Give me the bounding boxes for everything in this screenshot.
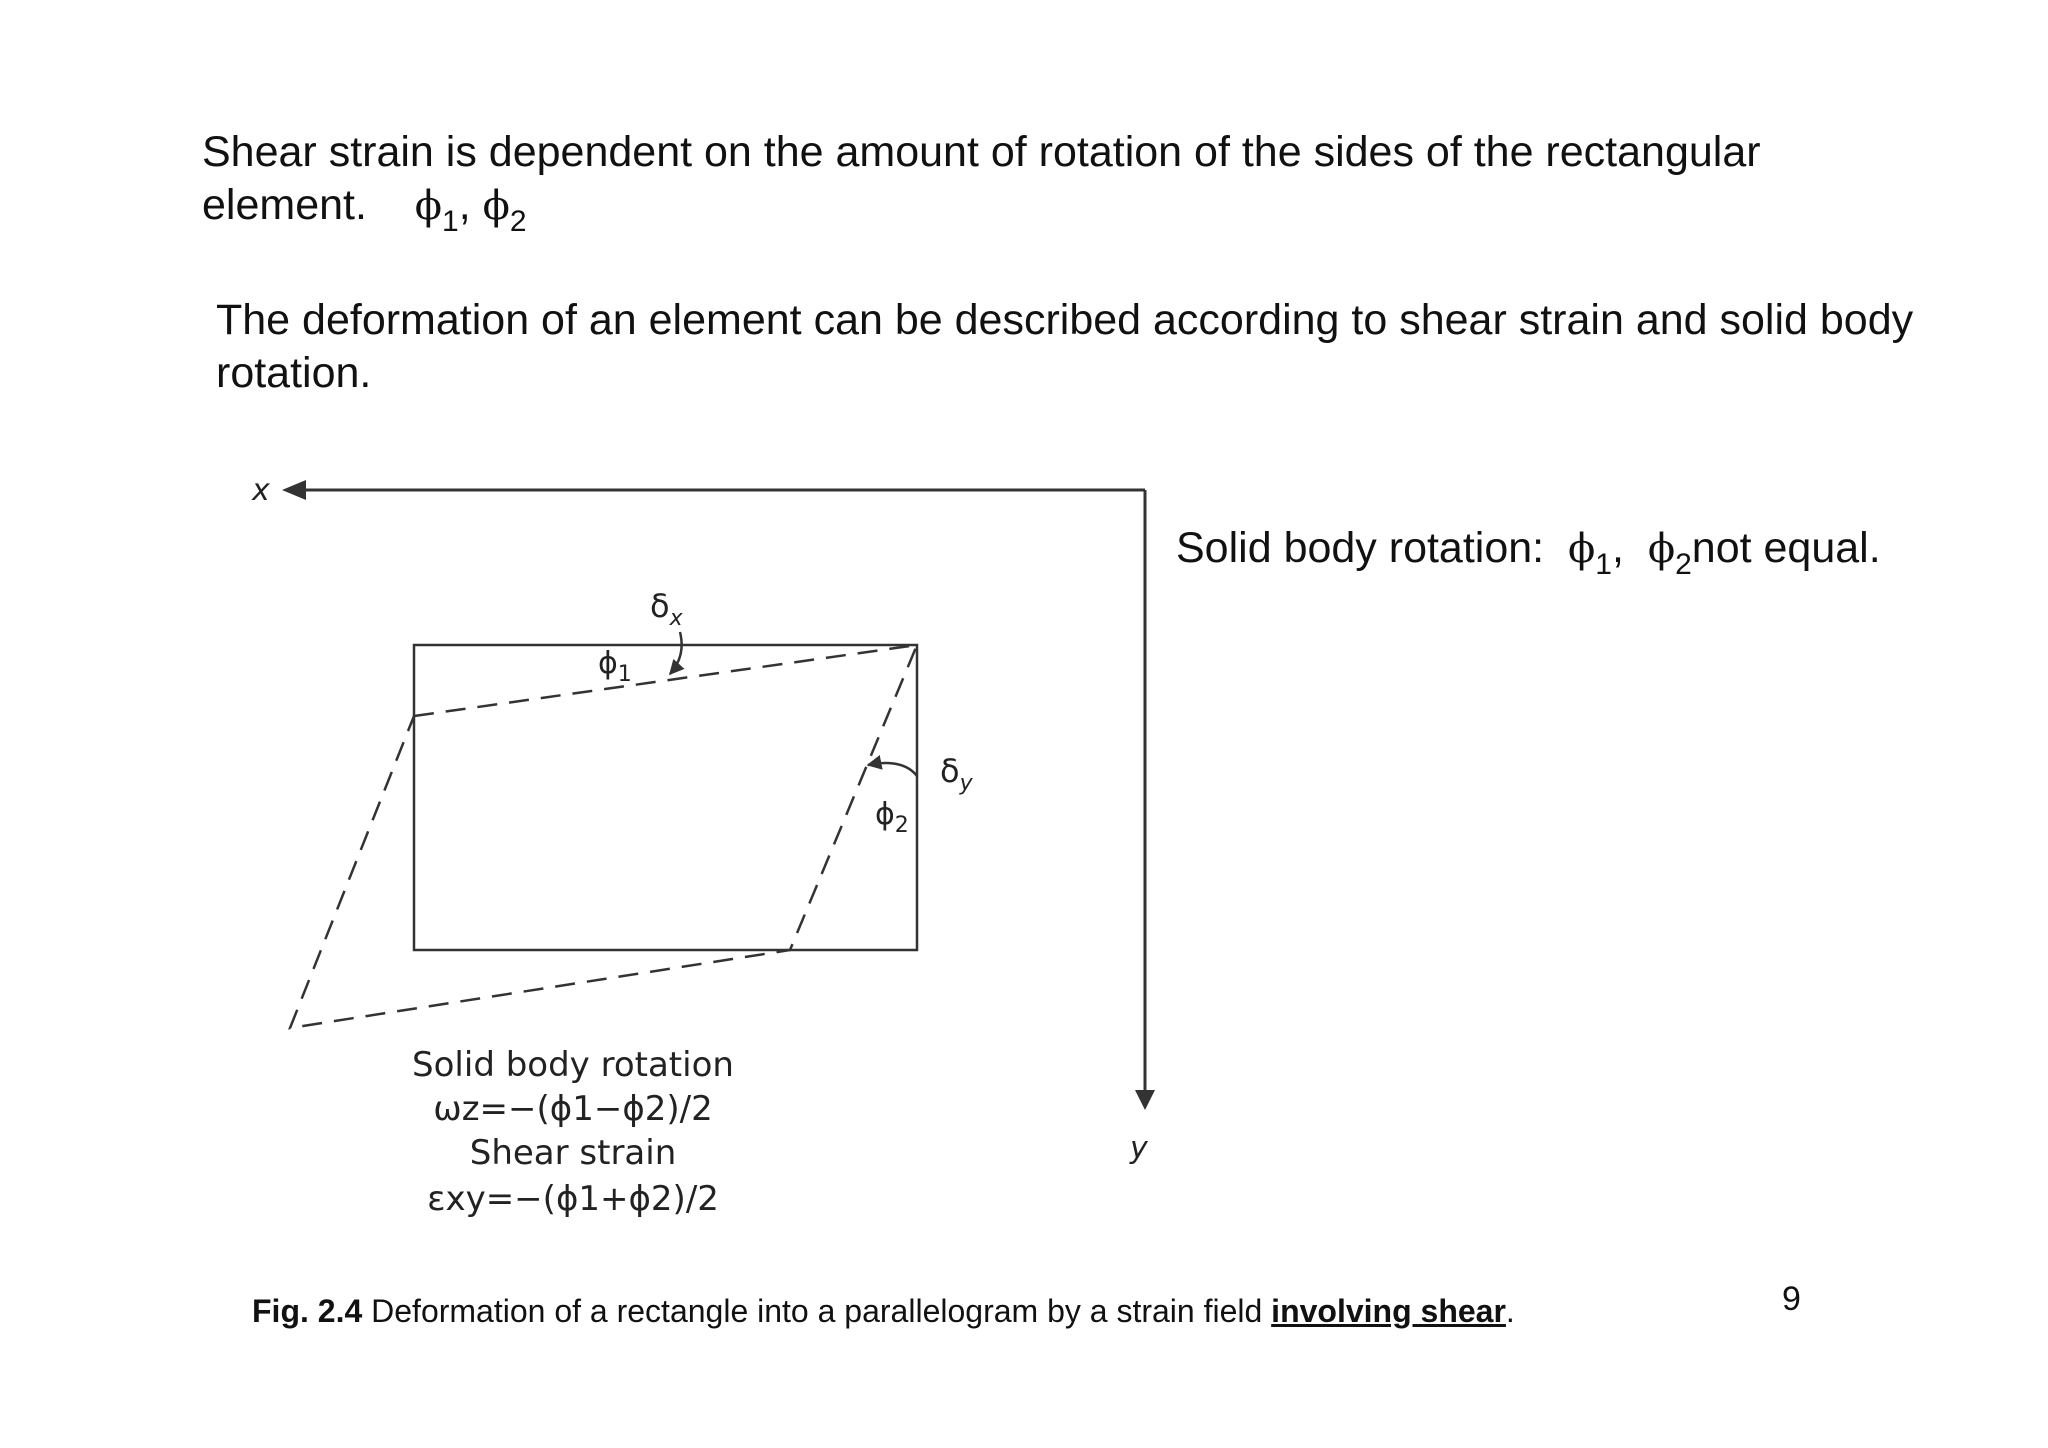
original-rectangle [414, 645, 917, 950]
subscript-1: 1 [442, 205, 459, 238]
subscript-1: 1 [1595, 548, 1612, 581]
caption-text: Deformation of a rectangle into a parallelogram by a strain field [362, 1293, 1272, 1329]
phi-symbol: ϕ [1647, 526, 1676, 572]
legend-solid-body-rotation: Solid body rotation [412, 1045, 734, 1085]
phi-symbol: ϕ [482, 183, 510, 229]
delta-x-label: $\delta_x$ [650, 587, 683, 631]
delta-y-arrow [868, 763, 917, 776]
paragraph-text: The deformation of an element can be described according to shear strain and solid body rotation. [216, 296, 1914, 397]
paragraph-text: Shear strain is dependent on the amount of rotation of the sides of the rectangular element. [202, 128, 1761, 229]
x-axis-label: x [252, 473, 270, 508]
phi1-label: $\phi_1$ [598, 646, 632, 687]
caption-label: Fig. 2.4 [252, 1293, 363, 1329]
deformed-parallelogram [290, 645, 917, 1028]
phi-symbol: ϕ [1568, 526, 1596, 572]
y-axis-arrowhead [1135, 1090, 1155, 1110]
legend-rotation-formula: ωz=−(ϕ1−ϕ2)/2 [433, 1089, 713, 1129]
phi-symbol: ϕ [414, 183, 442, 229]
caption-emphasis: involving shear [1271, 1293, 1506, 1329]
separator: , [458, 181, 471, 229]
delta-y-label: $\delta_y$ [940, 752, 973, 796]
y-axis-label: y [1130, 1131, 1148, 1166]
subscript-2: 2 [1675, 548, 1692, 581]
separator: , [1611, 524, 1624, 572]
side-note-prefix: Solid body rotation: [1176, 524, 1545, 572]
side-note-suffix: not equal. [1691, 524, 1881, 572]
figure-caption [252, 1293, 1515, 1330]
x-axis-arrowhead [282, 480, 306, 500]
page-number: 9 [1782, 1280, 1801, 1318]
delta-x-arrow [670, 632, 682, 674]
legend-shear-formula: εxy=−(ϕ1+ϕ2)/2 [427, 1179, 719, 1219]
phi2-label: $\phi_2$ [875, 797, 909, 838]
legend-shear-strain: Shear strain [469, 1133, 677, 1173]
caption-end: . [1505, 1293, 1515, 1329]
subscript-2: 2 [509, 205, 527, 238]
